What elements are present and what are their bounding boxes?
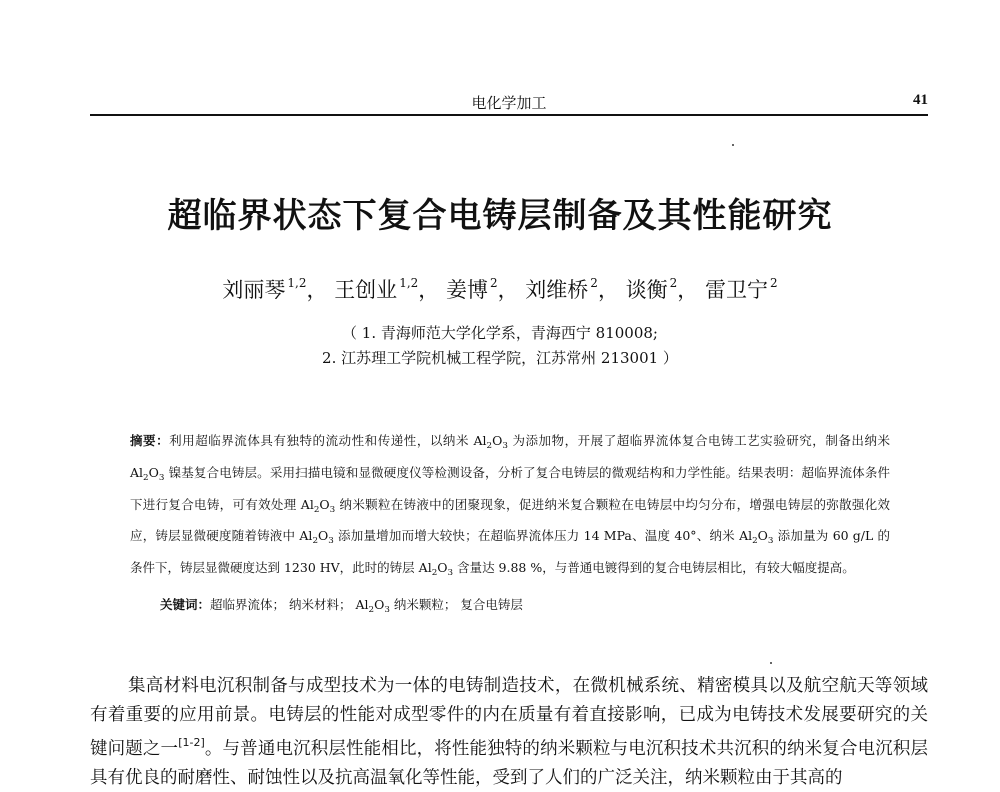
- scan-speck: [732, 144, 734, 146]
- author-list: [60, 274, 940, 304]
- scan-speck: [770, 662, 772, 664]
- author: 王创业 $^{1,2}$，: [334, 276, 440, 302]
- keywords: 关键词：超临界流体； 纳米材料； $Al_2O_3$ 纳米颗粒； 复合电铸层: [160, 597, 523, 615]
- author: 刘维桥 $^2$，: [525, 276, 619, 302]
- body-paragraph: 集高材料电沉积制备与成型技术为一体的电铸制造技术，在微机械系统、精密模具以及航空航天等领域有着重要的应用前景。电铸层的性能对成型零件的内在质量有着直接影响，已成为电铸技术发展要研究的关键问题之一[1-2]。与普通电沉积层性能相比，将性能独特的纳米颗粒与电沉积技术共沉积的纳米复合电沉积层具有优良的耐磨性、耐蚀性以及抗高温氧化等性能，受到了人们的广泛关注，纳米颗粒由于其高的: [90, 676, 929, 788]
- abstract: 摘要：利用超临界流体具有独特的流动性和传递性，以纳米 $Al_2O_3$ 为添加物，开展了超临界流体复合电铸工艺实验研究，制备出纳米 $Al_2O_3$ 镍基复合电铸层。采用扫描电镜和显微硬度仪等检测设备，分析了复合电铸层的微观结构和力学性能。结果表明：超临界流体条件下进行复合电铸，可有效处理 $Al_2O_3$ 纳米颗粒在铸液中的团聚现象，促进纳米复合颗粒在电铸层中均匀分布，增强电铸层的弥散强化效应，铸层显微硬度随着铸液中 $Al_2O_3$ 添加量增加而增大较快；在超临界流体压力 14 MPa、温度 40°、纳米 $Al_2O_3$ 添加量为 60 g/L 的条件下，铸层显微硬度达到 1230 HV，此时的铸层 $Al_2O_3$ 含量达 9.88 %，与普通电镀得到的复合电铸层相比，有较大幅度提高。: [130, 433, 890, 579]
- abstract-label: 摘要：: [130, 433, 170, 448]
- paper-title: 超临界状态下复合电铸层制备及其性能研究: [167, 196, 833, 236]
- running-header: [90, 92, 928, 116]
- author: 刘丽琴 $^{1,2}$，: [222, 276, 328, 302]
- author: 姜博 $^2$，: [445, 276, 519, 302]
- page-number: 41: [913, 92, 928, 108]
- journal-name: 电化学加工: [471, 94, 547, 112]
- author: 谈衡 $^2$，: [625, 276, 699, 302]
- affiliation: 2. 江苏理工学院机械工程学院，江苏常州 213001 ）: [322, 349, 678, 367]
- keywords-label: 关键词：: [160, 597, 211, 612]
- citation: [1-2]: [178, 736, 205, 749]
- affiliation: （ 1. 青海师范大学化学系，青海西宁 810008;: [342, 324, 658, 342]
- author: 雷卫宁 $^2$: [704, 276, 778, 302]
